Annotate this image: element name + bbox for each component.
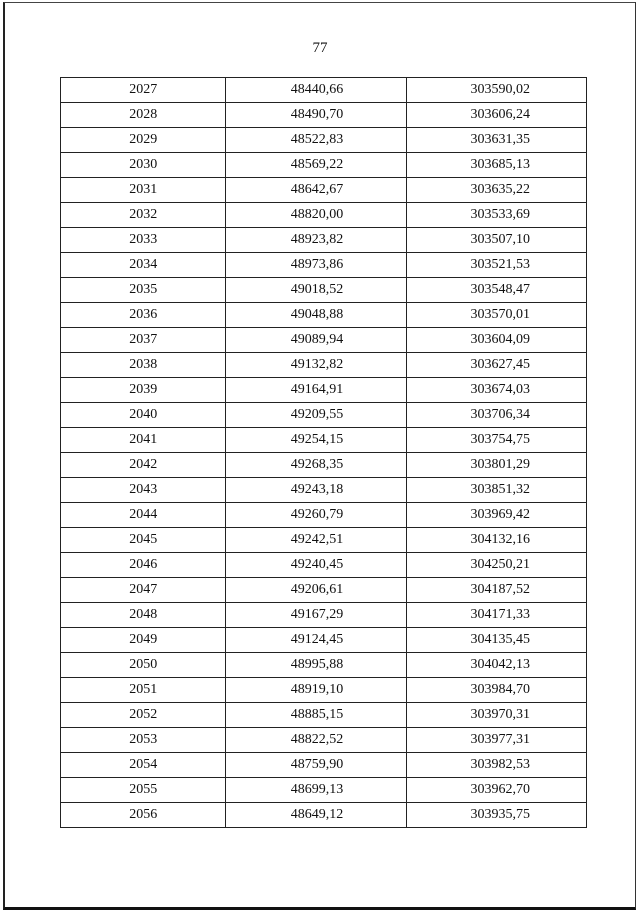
total-cell: 303801,29 [407, 453, 587, 478]
total-cell: 303706,34 [407, 403, 587, 428]
value-cell: 49243,18 [226, 478, 407, 503]
table-row [61, 603, 587, 628]
year-cell: 2047 [61, 578, 226, 603]
value-cell: 48923,82 [226, 228, 407, 253]
page-number: 77 [312, 40, 328, 56]
value-cell: 49018,52 [226, 278, 407, 303]
total-cell: 303627,45 [407, 353, 587, 378]
value-cell: 49206,61 [226, 578, 407, 603]
year-cell: 2039 [61, 378, 226, 403]
table-row [61, 378, 587, 403]
total-cell: 304135,45 [407, 628, 587, 653]
total-cell: 303969,42 [407, 503, 587, 528]
total-cell: 303970,31 [407, 703, 587, 728]
year-cell: 2048 [61, 603, 226, 628]
value-cell: 48822,52 [226, 728, 407, 753]
table-row [61, 253, 587, 278]
table-row [61, 403, 587, 428]
value-cell: 48490,70 [226, 103, 407, 128]
value-cell: 49209,55 [226, 403, 407, 428]
value-cell: 48995,88 [226, 653, 407, 678]
value-cell: 48820,00 [226, 203, 407, 228]
total-cell: 303521,53 [407, 253, 587, 278]
table-row [61, 153, 587, 178]
total-cell: 303507,10 [407, 228, 587, 253]
year-cell: 2043 [61, 478, 226, 503]
total-cell: 303631,35 [407, 128, 587, 153]
total-cell: 303977,31 [407, 728, 587, 753]
year-cell: 2027 [61, 78, 226, 103]
value-cell: 49260,79 [226, 503, 407, 528]
year-cell: 2036 [61, 303, 226, 328]
year-cell: 2044 [61, 503, 226, 528]
total-cell: 303635,22 [407, 178, 587, 203]
total-cell: 303548,47 [407, 278, 587, 303]
table-body [61, 78, 587, 828]
total-cell: 304171,33 [407, 603, 587, 628]
table-row [61, 653, 587, 678]
value-cell: 48973,86 [226, 253, 407, 278]
table-row [61, 428, 587, 453]
total-cell: 304187,52 [407, 578, 587, 603]
value-cell: 48522,83 [226, 128, 407, 153]
table-row [61, 278, 587, 303]
table-row [61, 303, 587, 328]
value-cell: 48642,67 [226, 178, 407, 203]
year-cell: 2029 [61, 128, 226, 153]
total-cell: 303754,75 [407, 428, 587, 453]
table-row [61, 503, 587, 528]
year-cell: 2054 [61, 753, 226, 778]
value-cell: 48569,22 [226, 153, 407, 178]
year-cell: 2052 [61, 703, 226, 728]
table-row [61, 178, 587, 203]
table-row [61, 553, 587, 578]
year-cell: 2031 [61, 178, 226, 203]
year-cell: 2045 [61, 528, 226, 553]
value-cell: 49132,82 [226, 353, 407, 378]
total-cell: 303606,24 [407, 103, 587, 128]
value-cell: 49048,88 [226, 303, 407, 328]
value-cell: 49164,91 [226, 378, 407, 403]
year-cell: 2042 [61, 453, 226, 478]
value-cell: 49268,35 [226, 453, 407, 478]
value-cell: 48759,90 [226, 753, 407, 778]
year-cell: 2034 [61, 253, 226, 278]
table-row [61, 328, 587, 353]
total-cell: 304250,21 [407, 553, 587, 578]
value-cell: 49124,45 [226, 628, 407, 653]
year-cell: 2028 [61, 103, 226, 128]
value-cell: 49242,51 [226, 528, 407, 553]
table-row [61, 678, 587, 703]
total-cell: 303533,69 [407, 203, 587, 228]
total-cell: 304132,16 [407, 528, 587, 553]
value-cell: 49089,94 [226, 328, 407, 353]
year-cell: 2030 [61, 153, 226, 178]
value-cell: 48885,15 [226, 703, 407, 728]
year-cell: 2053 [61, 728, 226, 753]
year-cell: 2032 [61, 203, 226, 228]
table-row [61, 578, 587, 603]
table-row [61, 103, 587, 128]
table-row [61, 528, 587, 553]
year-cell: 2055 [61, 778, 226, 803]
table-row [61, 228, 587, 253]
table-row [61, 78, 587, 103]
year-cell: 2035 [61, 278, 226, 303]
year-cell: 2037 [61, 328, 226, 353]
year-cell: 2050 [61, 653, 226, 678]
total-cell: 303604,09 [407, 328, 587, 353]
table-row [61, 128, 587, 153]
year-cell: 2041 [61, 428, 226, 453]
total-cell: 303674,03 [407, 378, 587, 403]
year-cell: 2049 [61, 628, 226, 653]
value-cell: 48919,10 [226, 678, 407, 703]
table-row [61, 753, 587, 778]
data-table [60, 77, 587, 828]
table-row [61, 203, 587, 228]
year-cell: 2051 [61, 678, 226, 703]
table-row [61, 353, 587, 378]
table-row [61, 628, 587, 653]
total-cell: 303935,75 [407, 803, 587, 828]
total-cell: 304042,13 [407, 653, 587, 678]
value-cell: 49254,15 [226, 428, 407, 453]
table-row [61, 453, 587, 478]
total-cell: 303590,02 [407, 78, 587, 103]
table-row [61, 778, 587, 803]
table-row [61, 478, 587, 503]
total-cell: 303851,32 [407, 478, 587, 503]
total-cell: 303685,13 [407, 153, 587, 178]
year-cell: 2056 [61, 803, 226, 828]
value-cell: 49167,29 [226, 603, 407, 628]
total-cell: 303570,01 [407, 303, 587, 328]
table-row [61, 728, 587, 753]
value-cell: 49240,45 [226, 553, 407, 578]
total-cell: 303982,53 [407, 753, 587, 778]
year-cell: 2046 [61, 553, 226, 578]
value-cell: 48649,12 [226, 803, 407, 828]
table-row [61, 703, 587, 728]
value-cell: 48440,66 [226, 78, 407, 103]
table-row [61, 803, 587, 828]
value-cell: 48699,13 [226, 778, 407, 803]
year-cell: 2033 [61, 228, 226, 253]
year-cell: 2038 [61, 353, 226, 378]
total-cell: 303962,70 [407, 778, 587, 803]
year-cell: 2040 [61, 403, 226, 428]
total-cell: 303984,70 [407, 678, 587, 703]
